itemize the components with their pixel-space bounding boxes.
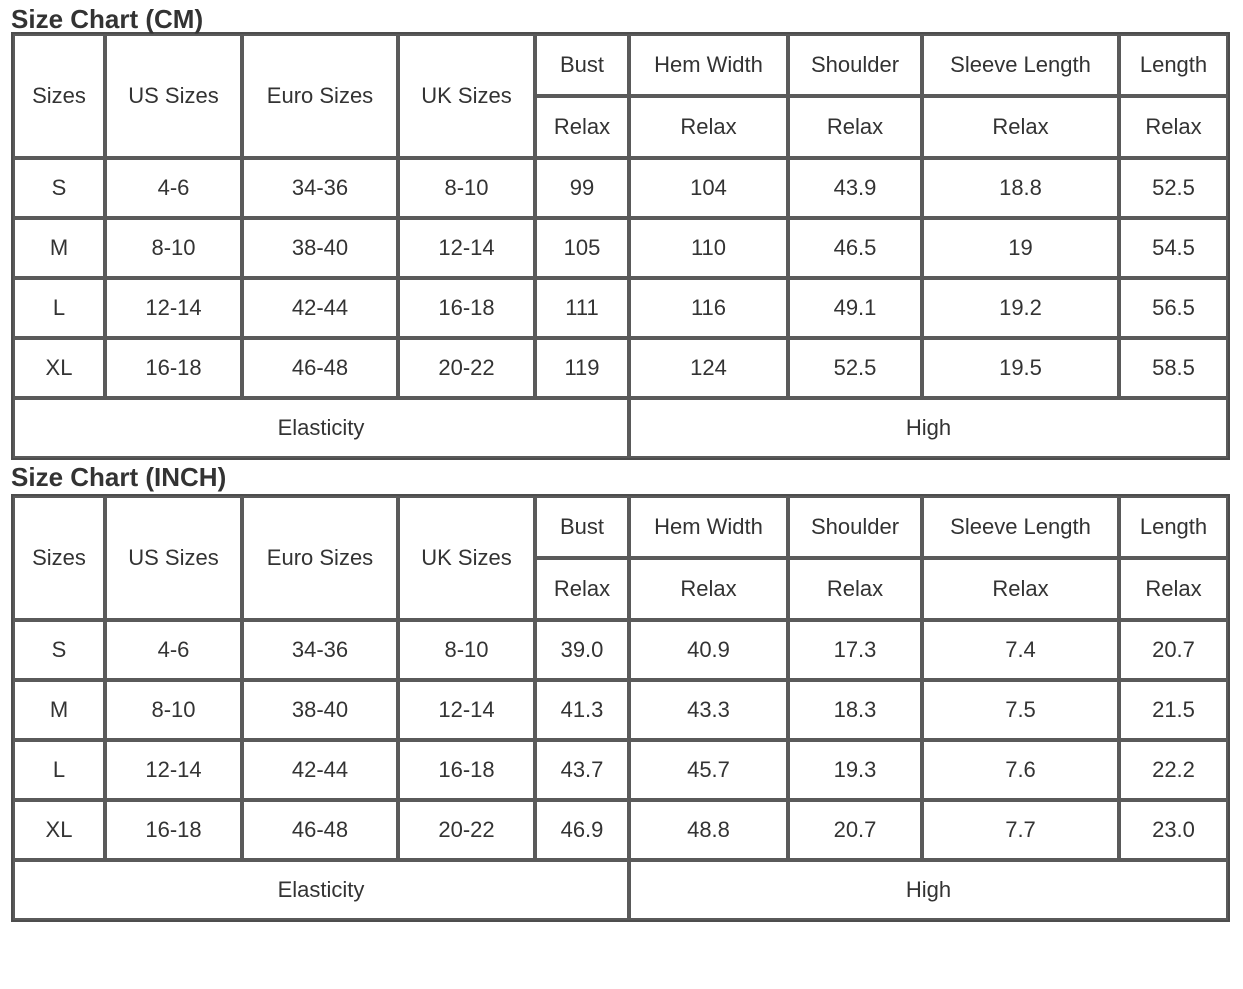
header-sleeve-length: Sleeve Length (922, 496, 1119, 558)
subheader-relax: Relax (1119, 96, 1228, 158)
header-bust: Bust (535, 34, 629, 96)
cell-hem-width: 116 (629, 278, 788, 338)
cell-uk-size: 16-18 (398, 278, 535, 338)
cell-length: 52.5 (1119, 158, 1228, 218)
subheader-relax: Relax (535, 558, 629, 620)
elasticity-value: High (629, 860, 1228, 920)
cell-sleeve-length: 19 (922, 218, 1119, 278)
cell-size: S (13, 620, 105, 680)
header-row (13, 34, 1228, 96)
subheader-relax: Relax (788, 558, 922, 620)
cell-length: 23.0 (1119, 800, 1228, 860)
table-row (13, 158, 1228, 218)
table-row (13, 338, 1228, 398)
subheader-relax: Relax (1119, 558, 1228, 620)
header-sleeve-length: Sleeve Length (922, 34, 1119, 96)
cell-hem-width: 45.7 (629, 740, 788, 800)
subheader-relax: Relax (535, 96, 629, 158)
cell-uk-size: 12-14 (398, 680, 535, 740)
header-bust: Bust (535, 496, 629, 558)
table-row (13, 620, 1228, 680)
cell-euro-size: 38-40 (242, 680, 398, 740)
subheader-relax: Relax (629, 96, 788, 158)
cell-shoulder: 43.9 (788, 158, 922, 218)
cell-bust: 99 (535, 158, 629, 218)
cell-hem-width: 40.9 (629, 620, 788, 680)
header-euro-sizes: Euro Sizes (242, 496, 398, 620)
cell-hem-width: 43.3 (629, 680, 788, 740)
cell-us-size: 4-6 (105, 158, 242, 218)
chart-title: Size Chart (CM) (11, 4, 204, 34)
cell-us-size: 12-14 (105, 278, 242, 338)
cell-us-size: 16-18 (105, 800, 242, 860)
subheader-relax: Relax (922, 558, 1119, 620)
header-uk-sizes: UK Sizes (398, 496, 535, 620)
header-us-sizes: US Sizes (105, 34, 242, 158)
cell-length: 58.5 (1119, 338, 1228, 398)
cell-us-size: 16-18 (105, 338, 242, 398)
cell-bust: 41.3 (535, 680, 629, 740)
cell-shoulder: 52.5 (788, 338, 922, 398)
table-row (13, 278, 1228, 338)
elasticity-label: Elasticity (13, 398, 629, 458)
table-row (13, 740, 1228, 800)
cell-us-size: 12-14 (105, 740, 242, 800)
cell-us-size: 8-10 (105, 680, 242, 740)
cell-size: L (13, 740, 105, 800)
cell-euro-size: 42-44 (242, 740, 398, 800)
cell-sleeve-length: 19.5 (922, 338, 1119, 398)
cell-size: XL (13, 800, 105, 860)
subheader-relax: Relax (788, 96, 922, 158)
cell-length: 56.5 (1119, 278, 1228, 338)
cell-size: M (13, 218, 105, 278)
cell-length: 22.2 (1119, 740, 1228, 800)
cell-bust: 105 (535, 218, 629, 278)
cell-sleeve-length: 7.4 (922, 620, 1119, 680)
cell-euro-size: 34-36 (242, 158, 398, 218)
header-length: Length (1119, 496, 1228, 558)
cell-euro-size: 38-40 (242, 218, 398, 278)
cell-shoulder: 17.3 (788, 620, 922, 680)
cell-uk-size: 8-10 (398, 620, 535, 680)
header-hem-width: Hem Width (629, 34, 788, 96)
cell-length: 54.5 (1119, 218, 1228, 278)
header-euro-sizes: Euro Sizes (242, 34, 398, 158)
cell-bust: 119 (535, 338, 629, 398)
header-us-sizes: US Sizes (105, 496, 242, 620)
cell-uk-size: 16-18 (398, 740, 535, 800)
footer-row (13, 860, 1228, 920)
cell-euro-size: 42-44 (242, 278, 398, 338)
header-sizes: Sizes (13, 496, 105, 620)
size-table-inch (11, 494, 1230, 922)
cell-bust: 111 (535, 278, 629, 338)
cell-hem-width: 110 (629, 218, 788, 278)
cell-uk-size: 20-22 (398, 800, 535, 860)
cell-us-size: 8-10 (105, 218, 242, 278)
cell-uk-size: 8-10 (398, 158, 535, 218)
cell-length: 20.7 (1119, 620, 1228, 680)
cell-hem-width: 48.8 (629, 800, 788, 860)
header-sizes: Sizes (13, 34, 105, 158)
size-table-cm (11, 32, 1230, 460)
size-chart-cm (11, 0, 1230, 460)
cell-size: L (13, 278, 105, 338)
cell-shoulder: 46.5 (788, 218, 922, 278)
cell-size: XL (13, 338, 105, 398)
cell-shoulder: 20.7 (788, 800, 922, 860)
cell-bust: 43.7 (535, 740, 629, 800)
footer-row (13, 398, 1228, 458)
cell-sleeve-length: 7.5 (922, 680, 1119, 740)
subheader-relax: Relax (629, 558, 788, 620)
header-shoulder: Shoulder (788, 34, 922, 96)
cell-euro-size: 46-48 (242, 338, 398, 398)
header-uk-sizes: UK Sizes (398, 34, 535, 158)
table-row (13, 680, 1228, 740)
cell-bust: 39.0 (535, 620, 629, 680)
table-row (13, 218, 1228, 278)
cell-hem-width: 104 (629, 158, 788, 218)
elasticity-label: Elasticity (13, 860, 629, 920)
header-hem-width: Hem Width (629, 496, 788, 558)
cell-size: S (13, 158, 105, 218)
cell-hem-width: 124 (629, 338, 788, 398)
cell-euro-size: 46-48 (242, 800, 398, 860)
cell-sleeve-length: 7.7 (922, 800, 1119, 860)
cell-shoulder: 19.3 (788, 740, 922, 800)
cell-sleeve-length: 18.8 (922, 158, 1119, 218)
cell-euro-size: 34-36 (242, 620, 398, 680)
header-length: Length (1119, 34, 1228, 96)
size-chart-inch (11, 460, 1230, 922)
cell-uk-size: 12-14 (398, 218, 535, 278)
cell-shoulder: 18.3 (788, 680, 922, 740)
cell-uk-size: 20-22 (398, 338, 535, 398)
cell-us-size: 4-6 (105, 620, 242, 680)
header-row (13, 496, 1228, 558)
cell-size: M (13, 680, 105, 740)
chart-title: Size Chart (INCH) (11, 462, 227, 492)
cell-bust: 46.9 (535, 800, 629, 860)
elasticity-value: High (629, 398, 1228, 458)
cell-sleeve-length: 7.6 (922, 740, 1119, 800)
subheader-relax: Relax (922, 96, 1119, 158)
cell-sleeve-length: 19.2 (922, 278, 1119, 338)
header-shoulder: Shoulder (788, 496, 922, 558)
table-row (13, 800, 1228, 860)
cell-shoulder: 49.1 (788, 278, 922, 338)
cell-length: 21.5 (1119, 680, 1228, 740)
